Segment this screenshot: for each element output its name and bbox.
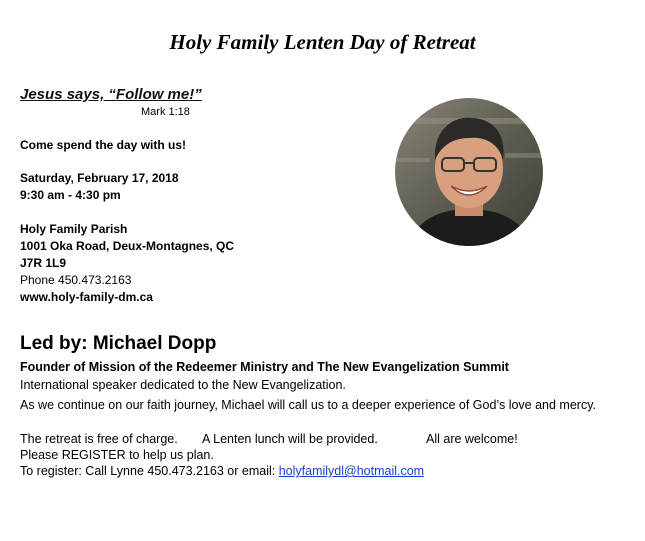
scripture-reference: Mark 1:18	[141, 106, 190, 118]
leader-description: As we continue on our faith journey, Michael will call us to a deeper experience of God’s love and mercy.	[20, 398, 597, 412]
parish-website[interactable]: www.holy-family-dm.ca	[20, 290, 153, 304]
page-title: Holy Family Lenten Day of Retreat	[169, 30, 476, 54]
lunch-note: A Lenten lunch will be provided.	[202, 432, 378, 446]
register-text: To register: Call Lynne 450.473.2163 or email:	[20, 464, 279, 478]
leader-role: Founder of Mission of the Redeemer Ministry and The New Evangelization Summit	[20, 360, 509, 374]
parish-phone: Phone 450.473.2163	[20, 273, 132, 287]
parish-address: 1001 Oka Road, Deux-Montagnes, QC	[20, 239, 235, 253]
register-line	[20, 464, 424, 478]
parish-postal-code: J7R 1L9	[20, 256, 67, 270]
invite-text: Come spend the day with us!	[20, 138, 187, 152]
leader-heading: Led by: Michael Dopp	[20, 333, 217, 354]
register-prompt: Please REGISTER to help us plan.	[20, 448, 214, 462]
scripture-quote: Jesus says, “Follow me!”	[20, 86, 202, 103]
event-time: 9:30 am - 4:30 pm	[20, 188, 121, 202]
leader-bio: International speaker dedicated to the New Evangelization.	[20, 378, 346, 392]
free-of-charge-note: The retreat is free of charge.	[20, 432, 178, 446]
email-link[interactable]: holyfamilydl@hotmail.com	[278, 464, 425, 478]
welcome-note: All are welcome!	[426, 432, 518, 446]
parish-name: Holy Family Parish	[20, 222, 128, 236]
speaker-photo	[395, 98, 543, 246]
speaker-portrait-image	[395, 98, 543, 246]
event-date: Saturday, February 17, 2018	[20, 171, 179, 185]
